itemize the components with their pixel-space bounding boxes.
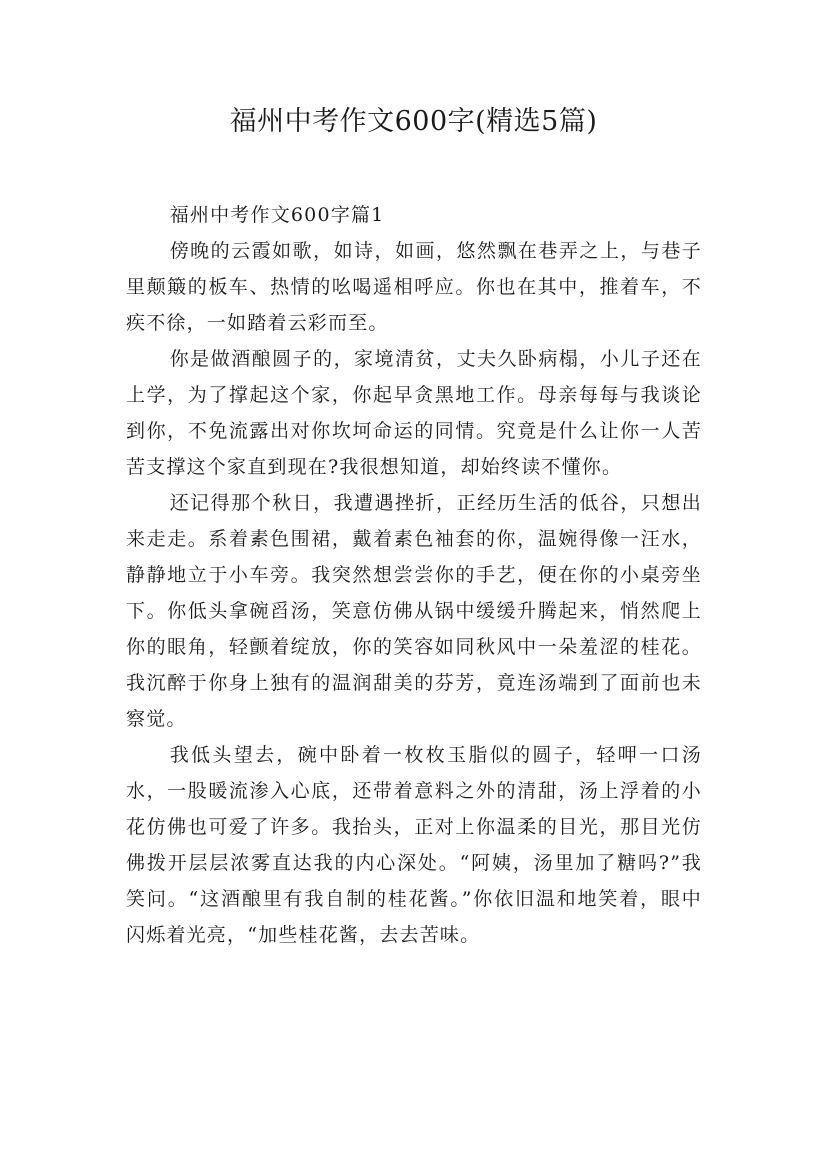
- document-body: [126, 197, 702, 953]
- paragraph-4: 我低头望去，碗中卧着一枚枚玉脂似的圆子，轻呷一口汤水，一股暖流渗入心底，还带着意料之外的清甜，汤上浮着的小花仿佛也可爱了许多。我抬头，正对上你温柔的目光，那目光仿佛拨开层层浓雾直达我的内心深处。“阿姨，汤里加了糖吗?”我笑问。“这酒酿里有我自制的桂花酱。”你依旧温和地笑着，眼中闪烁着光亮，“加些桂花酱，去去苦味。: [126, 744, 702, 946]
- paragraph-3: 还记得那个秋日，我遭遇挫折，正经历生活的低谷，只想出来走走。系着素色围裙，戴着素色袖套的你，温婉得像一汪水，静静地立于小车旁。我突然想尝尝你的手艺，便在你的小桌旁坐下。你低头拿碗舀汤，笑意仿佛从锅中缓缓升腾起来，悄然爬上你的眼角，轻颤着绽放，你的笑容如同秋风中一朵羞涩的桂花。我沉醉于你身上独有的温润甜美的芬芳，竟连汤端到了面前也未察觉。: [126, 492, 702, 730]
- section-heading: 福州中考作文600字篇1: [169, 204, 385, 226]
- paragraph-1: 傍晚的云霞如歌，如诗，如画，悠然飘在巷弄之上，与巷子里颠簸的板车、热情的吆喝遥相呼应。你也在其中，推着车，不疾不徐，一如踏着云彩而至。: [126, 240, 702, 334]
- document-title: 福州中考作文600字(精选5篇): [229, 106, 598, 137]
- paragraph-2: 你是做酒酿圆子的，家境清贫，丈夫久卧病榻，小儿子还在上学，为了撑起这个家，你起早贪黑地工作。母亲每每与我谈论到你，不免流露出对你坎坷命运的同情。究竟是什么让你一人苦苦支撑这个家直到现在?我很想知道，却始终读不懂你。: [126, 348, 702, 478]
